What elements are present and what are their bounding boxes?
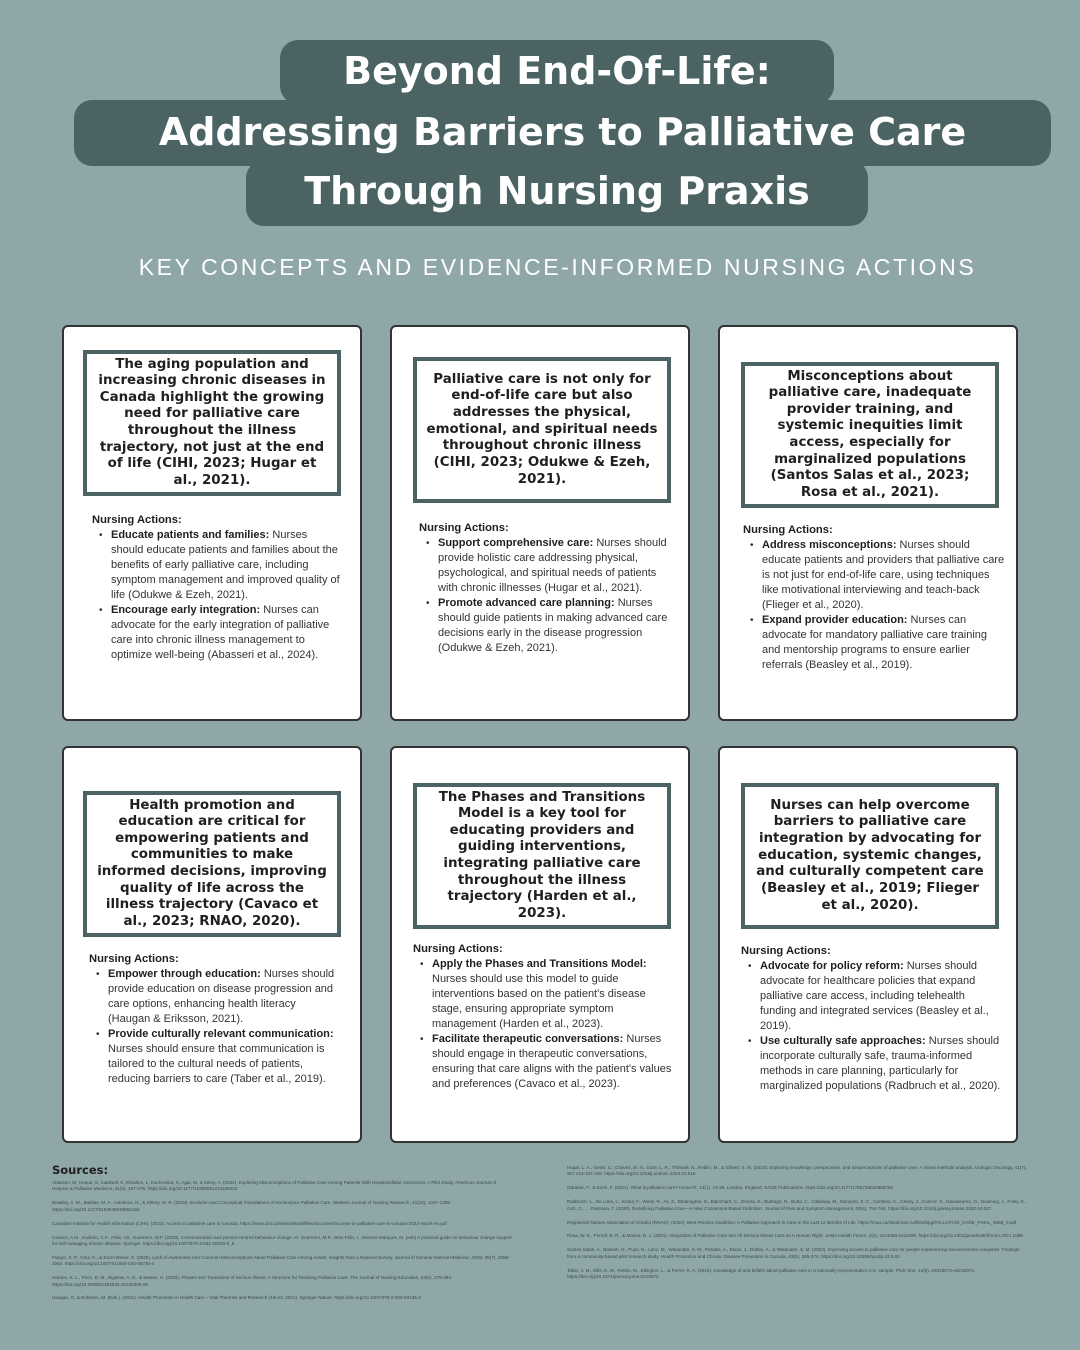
source-citation: Abasseri, M, Hoque, S, Caldwell, K, Ebrahim, L, Kochovska, S, Agar, M, & Zekry, A. (2024). Exploring Misconceptions of Palliative Care Among Patients With Hepatocellular Carcinoma: A Pilot Study. American Journal of Hospice & Palliative Medicine, 41(5), 467-476. https://doi.org/10.1177/10499091231168423 [52,1180,497,1192]
action-text: Nurses can advocate for mandatory palliative care training and mentorship programs to ensure earlier referrals (Beasley et al., 2019). [762,614,988,671]
source-citation: Taber, J. M., Ellis, E. M., Reblin, M., Ellington, L., & Ferrer, R. A. (2019). Knowledge of and beliefs about palliative care in a nationally-representative U.S. sample. PloS One, 14(8), e0219074-e0219074. https://doi.org/10.1371/journal.pone.0219074 [567,1267,976,1280]
source-citation: Hugar, L. A., Geiss, C., Chavez, M. N., Gore, L. R., Thirlwell, S., Reblin, M., & Gilbert, S. M. (2023). Exploring knowledge, perspectives, and misperceptions of palliative care: A mixed methods analysis. Urologic Oncology, 41(7), 327.e13-327.e26. https://doi.org/10.1016/j.urolonc.2023.03.016 [567,1165,1027,1177]
bullet-icon: • [96,969,100,980]
key-concept-text: The Phases and Transitions Model is a key tool for educating providers and guiding interventions, integrating palliative care throughout the illness trajectory (Harden et al., 2023). [438,789,646,921]
bullet-icon: • [420,1034,424,1045]
bullet-icon: • [426,538,430,549]
source-citation: Harden, K. L., Price, D. M., Bigelow, A. D., & Mason, H. (2023). Phases and Transitions of Serious Illness: A Structure for Teaching Palliative Care. The Journal of Nursing Education, 62(5), 279-284. https://doi.org/10.3928/01484834-20230306-05 [52,1275,453,1287]
concept-card-1 [62,325,362,721]
bullet-icon: • [420,959,424,970]
action-text: Nurses should provide holistic care addressing physical, psychological, and spiritual needs of patients with chronic illnesses (Hugar et al., 2021). [438,537,667,594]
nursing-actions [413,942,675,1092]
action-text: Nurses should engage in therapeutic conversations, ensuring that care aligns with the patient's values and preferences (Cavaco et al., 2023). [432,1033,672,1090]
action-text: Nurses should educate patients and providers that palliative care is not just for end-of-life care, using techniques like motivational interviewing and teach-back (Flieger et al., 2020). [762,539,1005,611]
title-line-2: Addressing Barriers to Palliative Care [74,100,1051,166]
concept-card-3 [718,325,1018,721]
bullet-icon: • [96,1029,100,1040]
source-citation: Santos Salas, A., Bassah, N., Pujol, N., Lenz, M., Watanabe, S. M., Paradis, A., Ewan, J., Dobbs, A., & Watanabe, S. M. (2023). Improving access to palliative care for people experiencing socioeconomic inequities: Findings from a community-based pilot research study. Health Promotion and Chronic Disease Prevention in Canada, 43(8), 365-374. https://doi.org/10.24095/hpcdp.43.8.02 [567,1247,1020,1259]
source-citation: Haugan, G, & Eriksson, M. (Eds.). (2021). Health Promotion in Health Care – Vital Theories and Research (1st ed. 2021). Springer Nature. https://doi.org/10.1007/978-3-030-63135-2 [52,1295,421,1301]
action-text: Nurses should educate patients and families about the benefits of early palliative care, including symptom management and improved quality of life (Odukwe & Ezeh, 2021). [111,529,340,601]
action-item [419,536,669,596]
action-item [413,957,675,1032]
nursing-actions-heading: Nursing Actions: [419,522,509,534]
title-line-3: Through Nursing Praxis [246,160,868,226]
action-text: Nurses should incorporate culturally safe, trauma-informed methods in care planning, particularly for marginalized populations (Radbruch et al., 2020). [760,1035,1001,1092]
nursing-actions-heading: Nursing Actions: [741,945,831,957]
bullet-icon: • [99,605,103,616]
key-concept-box [83,791,341,937]
bullet-icon: • [750,540,754,551]
nursing-actions [89,952,339,1087]
nursing-actions [741,944,1003,1094]
key-concept-box [413,357,671,503]
source-citation: Canadian Institute for Health Information (CIHI). (2023). Access to palliative care in Canada. https://www.cihi.ca/sites/default/files/document/access-to-palliative-care-in-canada-2023-report-en.pdf [52,1220,447,1226]
title-line-1: Beyond End-Of-Life: [280,40,834,104]
nursing-actions-heading: Nursing Actions: [89,953,179,965]
action-title: Support comprehensive care: [438,537,594,549]
bullet-icon: • [426,598,430,609]
nursing-actions-heading: Nursing Actions: [92,514,182,526]
action-text: Nurses should guide patients in making advanced care decisions early in the disease progression (Odukwe & Ezeh, 2021). [438,597,668,654]
action-item [89,967,339,1027]
nursing-actions [92,513,342,663]
nursing-actions-heading: Nursing Actions: [743,524,833,536]
action-item [741,1034,1003,1094]
key-concept-box [83,350,341,496]
nursing-actions [743,523,1005,673]
action-title: Advocate for policy reform: [760,960,904,972]
source-citation: Radbruch, L., De Lima, L., Knaul, F., Wenk, R., Ali, Z., Bhatnaghar, S., Blanchard, C., Bruera, E., Buitrago, R., Burla, C., Callaway, M., Munyoro, E. C., Centeno, C., Cleary, J., Connor, S., Davaasuren, O., Downing, J., Foley, K., Goh, C., ... Pastrana, T. (2020). Redefining Palliative Care—A New Consensus-Based Definition. Journal of Pain and Symptom Management, 60(4), 754-764. https://doi.org/10.1016/j.jpainsymman.2020.04.027 [567,1199,1027,1211]
key-concept-text: Misconceptions about palliative care, inadequate provider training, and systemic inequities limit access, especially for marginalized populations (Santos Salas et al., 2023; Rosa et al., 2021). [768,368,972,500]
sources-left-column [52,1180,512,1309]
concept-card-4 [62,746,362,1143]
nursing-actions [419,521,669,656]
concept-card-5 [390,746,690,1143]
action-title: Use culturally safe approaches: [760,1035,926,1047]
action-item [741,959,1003,1034]
key-concept-text: The aging population and increasing chronic diseases in Canada highlight the growing need for palliative care throughout the illness trajectory, not just at the end of life (CIHI, 2023; Hugar et al., 2021). [98,356,326,488]
action-text: Nurses can advocate for the early integration of palliative care into chronic illness management to optimize well-being (Abasseri et al., 2024). [111,604,330,661]
bullet-icon: • [99,530,103,541]
action-title: Provide culturally relevant communication: [108,1028,334,1040]
source-citation: Rosa, W. E., Ferrell, B. R., & Mason, D. J. (2021). Integration of Palliative Care Into All Serious Illness Care as A Human Right. JAMA Health Forum, 2(4), e211099-e211099. https://doi.org/10.1001/jamahealthforum.2021.1099 [567,1233,1023,1239]
concept-card-6 [718,746,1018,1143]
key-concept-box [741,362,999,508]
source-citation: Registered Nurses Association of Ontario (RNAO). (2020). Best Practice Guideline: A Palliative Approach to Care in the Last 12 Months of Life. https://rnao.ca/sites/rnao-ca/files/bpg/PALLIATIVE_CARE_FINAL_WEB_0.pdf [567,1219,1017,1225]
source-citation: Beasley, A. M., Bakitas, M. A., Ivankova, N., & Shirey, M. R. (2019). Evolution and Conceptual Foundations of Nonhospice Palliative Care. Western Journal of Nursing Research, 41(10), 1347-1369. https://doi.org/10.1177/0193945919853162 [52,1200,452,1212]
key-concept-text: Palliative care is not only for end-of-life care but also addresses the physical, emotional, and spiritual needs throughout chronic illness (CIHI, 2023; Odukwe & Ezeh, 2021). [426,371,658,487]
action-title: Apply the Phases and Transitions Model: [432,958,647,970]
action-item [743,613,1005,673]
source-citation: Flieger, S. P., Chui, K., & Koch-Weser, S. (2020). Lack of Awareness and Common Misconceptions About Palliative Care Among Adults: Insights from a National Survey. Journal of General Internal Medicine: JGIM, 35(7), 2059-2064. https://doi.org/10.1007/s11606-020-05730-4 [52,1254,510,1267]
action-text: Nurses should ensure that communication is tailored to the cultural needs of patients, reducing barriers to care (Taber et al., 2019). [108,1043,326,1085]
action-item [413,1032,675,1092]
action-text: Nurses should advocate for healthcare policies that expand palliative care access, including telehealth funding and integrated services (Beasley et al., 2019). [760,960,989,1032]
action-item [419,596,669,656]
action-item [92,603,342,663]
action-title: Address misconceptions: [762,539,897,551]
action-text: Nurses should provide education on disease progression and care options, enhancing health literacy (Haugan & Eriksson, 2021). [108,968,335,1025]
action-item [743,538,1005,613]
bullet-icon: • [748,1036,752,1047]
action-item [89,1027,339,1087]
key-concept-text: Nurses can help overcome barriers to palliative care integration by advocating for education, systemic changes, and culturally competent care (Beasley et al., 2019; Flieger et al., 2020). [756,797,984,913]
action-title: Encourage early integration: [111,604,261,616]
concept-card-2 [390,325,690,721]
subtitle: KEY CONCEPTS AND EVIDENCE-INFORMED NURSING ACTIONS [138,254,977,280]
sources-heading: Sources: [52,1163,109,1177]
bullet-icon: • [750,615,754,626]
sources-right-column [567,1165,1029,1288]
action-title: Empower through education: [108,968,261,980]
key-concept-box [413,783,671,929]
key-concept-text: Health promotion and education are critical for empowering patients and communities to make informed decisions, improving quality of life across the illness trajectory (Cavaco et al., 2023; RNAO, 2020). [97,797,327,929]
source-citation: Odukwe, F., & Ezeh, F. (2021). What is palliative care? InnovAiT, 14(1), 19-26. London, England: SAGE Publications. https://doi.org/10.1177/1755738020966780 [567,1185,894,1191]
action-title: Educate patients and families: [111,529,270,541]
action-text: Nurses should use this model to guide interventions based on the patient's disease stage, ensuring appropriate symptom management (Harden et al., 2023). [432,973,646,1030]
action-title: Promote advanced care planning: [438,597,615,609]
bullet-icon: • [748,961,752,972]
key-concept-box [741,783,999,929]
action-title: Expand provider education: [762,614,908,626]
action-item [92,528,342,603]
action-title: Facilitate therapeutic conversations: [432,1033,624,1045]
source-citation: Cavaco, A.M., Guiteiro, C.F., Félix, I.B., Guerreiro, M.P. (2023). Communication and person-centred behaviour change. In: Guerreiro, M.P., Brito Félix, I., Moreira Marques, M. (eds) A practical guide on behaviour change support for self-managing chronic disease. Springer. https://doi.org/10.1007/978-3-031-20010-6_5 [52,1234,512,1246]
nursing-actions-heading: Nursing Actions: [413,943,503,955]
